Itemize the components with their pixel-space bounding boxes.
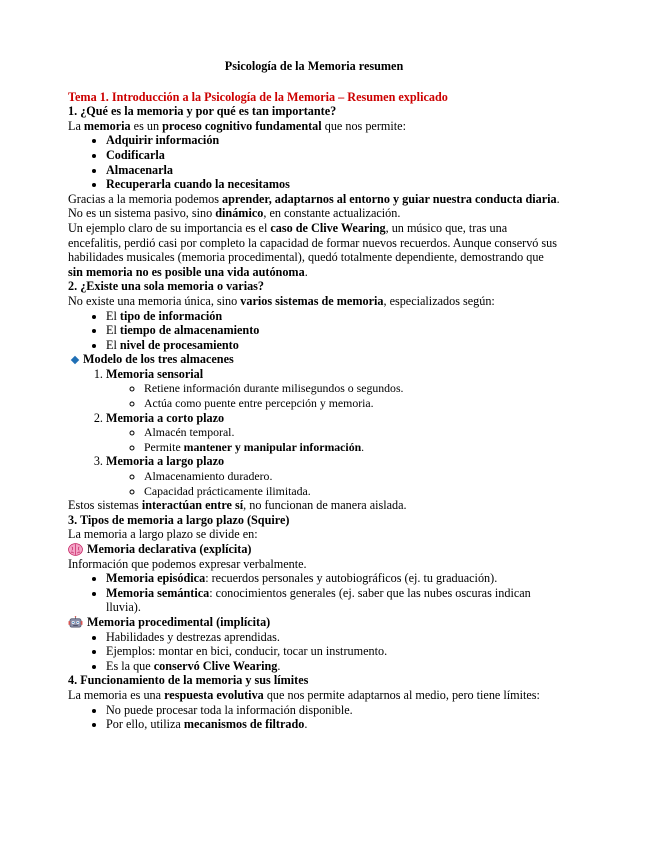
- text: Habilidades y destrezas aprendidas.: [106, 629, 280, 644]
- sub-list-item: [144, 469, 560, 484]
- bold-text: respuesta evolutiva: [164, 687, 264, 702]
- section-1-bullets: [68, 133, 560, 191]
- section-2-intro: [68, 294, 560, 309]
- list-item: [106, 367, 560, 411]
- list-item: [106, 586, 560, 615]
- model-title: Modelo de los tres almacenes: [83, 352, 234, 367]
- section-1-paragraph-2: [68, 192, 560, 221]
- text: El: [106, 308, 120, 323]
- bold-text: tiempo de almacenamiento: [119, 323, 260, 338]
- bold-text: conservó Clive Wearing: [153, 658, 278, 673]
- list-item: [106, 454, 560, 498]
- model-title-row: [68, 352, 560, 367]
- text: .: [277, 658, 281, 673]
- text: : conocimientos generales (ej. saber que las nubes oscuras indican lluvia).: [106, 585, 531, 615]
- list-item: [106, 571, 560, 586]
- text: Es la que: [106, 658, 154, 673]
- declarative-title-row: [68, 542, 560, 557]
- text: Estos sistemas: [68, 498, 142, 513]
- bold-text: dinámico: [215, 206, 264, 221]
- sub-list: [106, 381, 560, 410]
- document-content: [68, 59, 560, 732]
- list-item: [106, 177, 560, 192]
- bold-text: mecanismos de filtrado: [183, 717, 305, 732]
- text: Actúa como puente entre percepción y memoria.: [144, 396, 374, 411]
- section-4-bullets: [68, 703, 560, 732]
- text: Retiene información durante milisegundos o segundos.: [144, 381, 404, 396]
- section-2-heading: 2. ¿Existe una sola memoria o varias?: [68, 279, 265, 294]
- store-name: Memoria a corto plazo: [106, 410, 225, 425]
- list-item: [106, 659, 560, 674]
- text: que nos permite:: [321, 118, 406, 133]
- section-1-paragraph-3: [68, 221, 560, 279]
- text: que nos permite adaptarnos al medio, pero tiene límites:: [263, 687, 540, 702]
- bold-text: sin memoria no es posible una vida autónoma: [68, 264, 305, 279]
- text: , especializados según:: [383, 293, 495, 308]
- text: La memoria es una: [68, 687, 165, 702]
- text: La: [68, 118, 84, 133]
- section-3-intro: La memoria a largo plazo se divide en:: [68, 527, 258, 542]
- sub-list-item: [144, 484, 560, 499]
- text: No puede procesar toda la información disponible.: [106, 702, 353, 717]
- sub-list-item: [144, 396, 560, 411]
- text: , no funcionan de manera aislada.: [243, 498, 407, 513]
- document-title: Psicología de la Memoria resumen: [224, 59, 404, 73]
- brain-icon: [68, 543, 83, 556]
- bold-text: interactúan entre sí: [141, 498, 244, 513]
- sub-list-item: [144, 381, 560, 396]
- text: . No es un sistema pasivo, sino: [68, 191, 560, 221]
- list-item: [106, 644, 560, 659]
- list-item-text: Almacenarla: [106, 162, 174, 177]
- text: Permite: [144, 439, 184, 454]
- section-3-heading: 3. Tipos de memoria a largo plazo (Squire): [68, 512, 290, 527]
- bold-text: caso de Clive Wearing: [270, 220, 386, 235]
- text: Capacidad prácticamente ilimitada.: [144, 483, 311, 498]
- list-item-text: Codificarla: [106, 147, 165, 162]
- memory-stores-list: [68, 367, 560, 498]
- bold-text: nivel de procesamiento: [119, 337, 239, 352]
- list-item: [106, 630, 560, 645]
- store-name: Memoria a largo plazo: [106, 454, 225, 469]
- procedural-bullets: [68, 630, 560, 674]
- text: No existe una memoria única, sino: [68, 293, 241, 308]
- store-name: Memoria sensorial: [106, 366, 204, 381]
- list-item-text: Adquirir información: [106, 133, 220, 148]
- text: Por ello, utiliza: [106, 717, 184, 732]
- text: .: [304, 717, 308, 732]
- section-4-heading: 4. Funcionamiento de la memoria y sus límites: [68, 673, 309, 688]
- list-item: [106, 703, 560, 718]
- bold-text: memoria: [83, 118, 131, 133]
- text: , un músico que, tras una encefalitis, perdió casi por completo la capacidad de formar nuevos recuerdos. Aunque conservó sus habilidades musicales (memoria procedimental), quedó totalmente dependiente, demostrando que: [68, 220, 558, 265]
- list-item: [106, 148, 560, 163]
- list-item: [106, 717, 560, 732]
- declarative-bullets: [68, 571, 560, 615]
- bold-text: varios sistemas de memoria: [240, 293, 384, 308]
- section-2-bullets: [68, 309, 560, 353]
- list-item: [106, 309, 560, 324]
- text: El: [106, 337, 120, 352]
- text: El: [106, 323, 120, 338]
- bold-text: Memoria episódica: [106, 571, 206, 586]
- text: .: [361, 439, 365, 454]
- section-1-heading: 1. ¿Qué es la memoria y por qué es tan importante?: [68, 104, 337, 119]
- list-item: [106, 163, 560, 178]
- section-1-intro: [68, 119, 560, 134]
- sub-list-item: [144, 425, 560, 440]
- text: Ejemplos: montar en bici, conducir, tocar un instrumento.: [106, 644, 388, 659]
- text: Almacén temporal.: [144, 425, 235, 440]
- sub-list: [106, 469, 560, 498]
- bold-text: Memoria semántica: [106, 585, 210, 600]
- text: : recuerdos personales y autobiográficos (ej. tu graduación).: [205, 571, 498, 586]
- sub-list-item: [144, 440, 560, 455]
- declarative-intro: Información que podemos expresar verbalmente.: [68, 556, 307, 571]
- bold-text: mantener y manipular información: [183, 439, 362, 454]
- list-item: [106, 411, 560, 455]
- list-item: [106, 323, 560, 338]
- robot-icon: [68, 616, 83, 629]
- list-item: [106, 133, 560, 148]
- declarative-title: Memoria declarativa (explícita): [87, 542, 252, 556]
- text: Almacenamiento duradero.: [144, 469, 273, 484]
- bold-text: proceso cognitivo fundamental: [162, 118, 322, 133]
- procedural-title-row: [68, 615, 560, 630]
- text: Un ejemplo claro de su importancia es el: [68, 220, 271, 235]
- procedural-title: Memoria procedimental (implícita): [87, 614, 271, 629]
- sub-list: [106, 425, 560, 454]
- bold-text: aprender, adaptarnos al entorno y guiar nuestra conducta diaria: [221, 191, 557, 206]
- bullet-diamond-icon: [71, 355, 79, 363]
- bold-text: tipo de información: [119, 308, 223, 323]
- section-2-closing: [68, 498, 560, 513]
- text: Gracias a la memoria podemos: [68, 191, 222, 206]
- list-item-text: Recuperarla cuando la necesitamos: [106, 177, 290, 192]
- text: , en constante actualización.: [263, 206, 401, 221]
- list-item: [106, 338, 560, 353]
- topic-title: Tema 1. Introducción a la Psicología de la Memoria – Resumen explicado: [68, 89, 448, 104]
- section-4-intro: [68, 688, 560, 703]
- text: es un: [130, 118, 163, 133]
- text: .: [304, 264, 308, 279]
